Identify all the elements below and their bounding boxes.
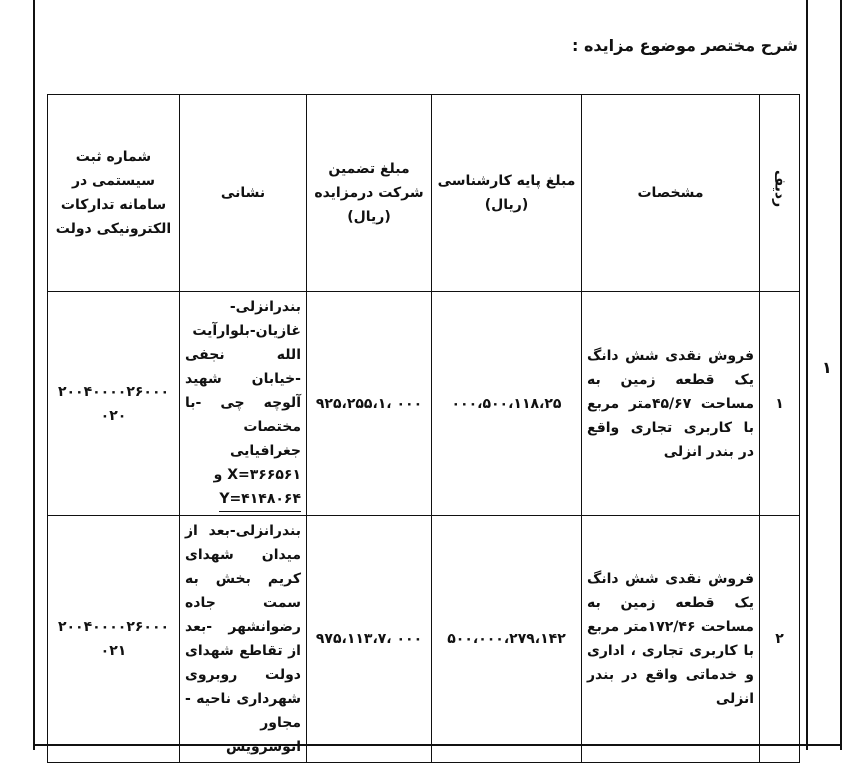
auction-table [47,94,800,763]
header-address: نشانی [180,95,307,292]
coordinate-x: X=۳۶۶۵۶۱ [227,467,301,483]
row-specs: فروش نقدی شش دانگ یک قطعه زمین به مساحت ۱۷۲/۴۶متر مربع با کاربری تجاری ، اداری و خدماتی واقع در بندر انزلی [582,516,760,763]
row-number: ۱ [760,292,800,516]
header-row-number: ردیف [760,95,800,292]
frame-right-inner-border [806,0,808,750]
row-registration: ۲۰۰۴۰۰۰۰۲۶۰۰۰ ۰۲۰ [48,292,180,516]
row-address [180,292,307,516]
table-row [48,516,800,763]
coordinate-and: و [213,467,223,483]
row-base-price: ۰۰۰،۵۰۰،۱۱۸،۲۵ [432,292,582,516]
row-deposit: ۹۷۵،۱۱۳،۷، ۰۰۰ [307,516,432,763]
header-specs: مشخصات [582,95,760,292]
row-number: ۲ [760,516,800,763]
table-row [48,292,800,516]
coordinate-y: Y=۴۱۴۸۰۶۴ [219,487,301,512]
frame-right-outer-border [840,0,842,750]
header-deposit: مبلغ تضمین شرکت درمزایده (ریال) [307,95,432,292]
row-specs: فروش نقدی شش دانگ یک قطعه زمین به مساحت ۴۵/۶۷متر مربع با کاربری تجاری واقع در بندر انزلی [582,292,760,516]
row-registration: ۲۰۰۴۰۰۰۰۲۶۰۰۰ ۰۲۱ [48,516,180,763]
frame-left-border [33,0,35,750]
header-registration: شماره ثبت سیستمی در سامانه تدارکات الکترونیکی دولت [48,95,180,292]
outer-item-number: ۱ [822,358,832,377]
address-text: بندرانزلی-غازیان-بلوارآیت الله نجفی -خیابان شهید آلوچه چی -با مختصات جغرافیایی [185,299,301,459]
section-heading: شرح مختصر موضوع مزایده : [572,36,798,55]
row-deposit: ۹۲۵،۲۵۵،۱، ۰۰۰ [307,292,432,516]
row-address: بندرانزلی-بعد از میدان شهدای کریم بخش به سمت جاده رضوانشهر -بعد از تقاطع شهدای دولت روبروی شهرداری ناحیه - مجاور اتوسرویس [180,516,307,763]
row-base-price: ۵۰۰،۰۰۰،۲۷۹،۱۴۲ [432,516,582,763]
header-base-price: مبلغ پایه کارشناسی (ریال) [432,95,582,292]
table-header-row [48,95,800,292]
